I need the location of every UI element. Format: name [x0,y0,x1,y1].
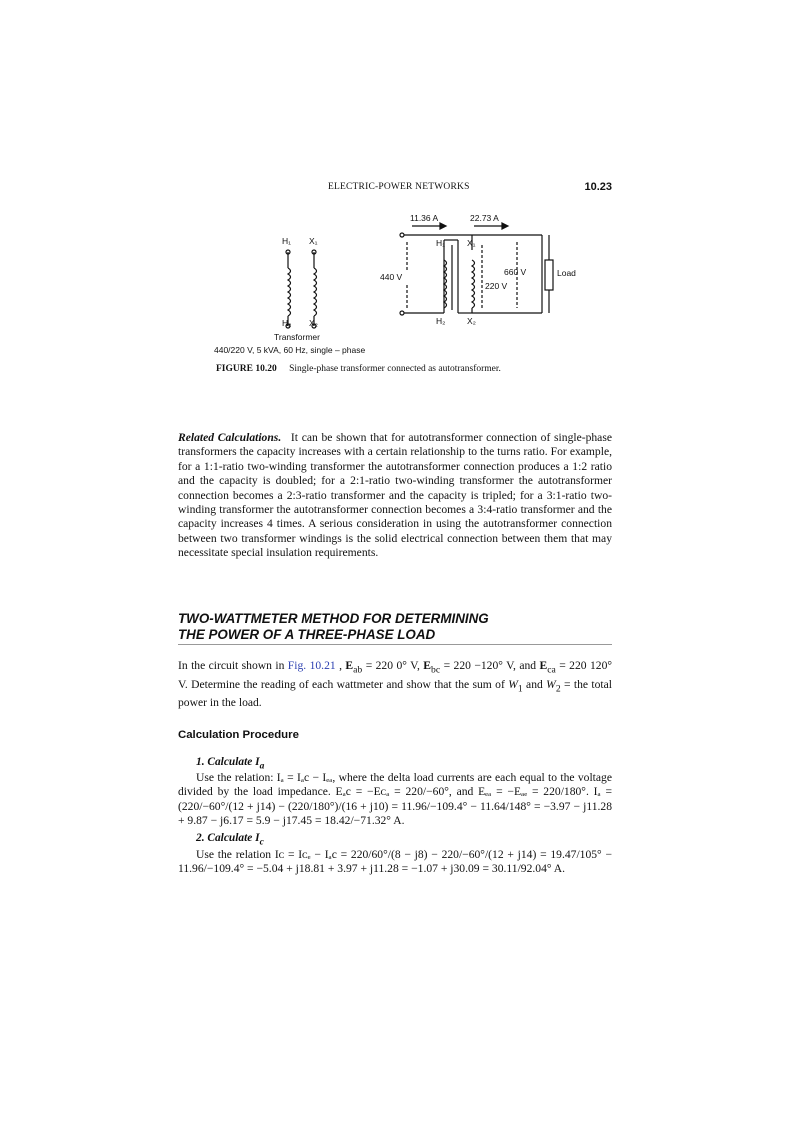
w1-subscript: 1 [517,683,523,695]
secondary-voltage: 220 V [485,281,508,291]
w2-symbol: W [546,677,556,691]
angle-eca: 120° [589,659,612,672]
problem-text: V, [410,659,424,672]
label-h1-left: H₁ [282,236,292,246]
problem-text: = 220 [443,659,471,672]
eab-subscript: ab [353,664,363,676]
section-heading [178,611,612,645]
step2-subscript: c [259,837,264,848]
problem-text: and [526,677,547,691]
label-x2-right: X₂ [467,316,476,326]
related-text: It can be shown that for autotransformer connection of single-phase transformers the capacity increases with a certain relationship to the turns ratio. For example, for a 1:1-ratio two-winding transformer the autotransformer connection produces a 1:2 ratio and the capacity is doubled; for a 2:1-ratio two-winding transformer the autotransformer connection becomes a 2:3-ratio transformer and the capacity is tripled; for a 3:1-ratio two-winding transformer the autotransformer connection becomes a 3:4-ratio transformer and the capacity increases 4 times. A serious consideration in using the autotransformer connection between two transformer windings is the solid electrical connection between them that may necessitate special insulation requirements. [178,431,612,560]
related-calculations-paragraph [178,431,612,561]
related-lead: Related Calculations. [178,431,282,444]
eca-subscript: ca [547,664,556,676]
section-title-line2: THE POWER OF A THREE-PHASE LOAD [178,626,436,642]
w2-subscript: 2 [555,683,561,695]
problem-text: In the circuit shown in [178,659,288,672]
running-title: ELECTRIC-POWER NETWORKS [328,182,470,192]
current-primary: 11.36 A [410,213,439,223]
autotransformer-diagram [212,210,602,360]
figure-reference-link[interactable]: Fig. 10.21 [287,659,336,672]
calculation-procedure-heading: Calculation Procedure [178,729,299,741]
label-h1-right: H₁ [436,238,446,248]
step2-title [196,832,264,847]
step1-title-text: 1. Calculate I [196,756,260,768]
problem-text: = 220 [559,659,587,672]
figure-caption [216,364,501,374]
problem-text: = the total power in the load. [178,677,613,710]
load-label: Load [557,268,576,278]
problem-statement [178,659,612,711]
caption-text: Single-phase transformer connected as autotransformer. [289,364,501,374]
step2-paragraph: Use the relation Iᴄ = Iᴄₑ − Iₐc = 220/60°/(8 − j8) − 220/−60°/(12 + j14) = 19.47/105° − 11.96/−109.4° = −5.04 + j18.81 + 3.97 + j11.28 = −1.07 + j30.09 = 30.11/92.04° A. [178,848,612,876]
label-x2-left: X₂ [309,318,318,328]
problem-text: = 220 [365,659,394,672]
step1-paragraph: Use the relation: Iₐ = Iₐc − Iₑₐ, where the delta load currents are each equal to the voltage divided by the load impedance. Eₐc = −Eᴄₐ = 220/−60°, and Eₑₐ = −Eₐₑ = 220/180°. Iₐ = (220/−60°/(12 + j14) − (220/180°)/(16 + j10) = 11.96/−109.4° − 11.64/148° = −3.97 − j11.28 + 9.87 − j6.17 = 5.9 − j17.45 = 18.42/−71.32° A. [178,771,612,828]
label-x1-right: X₁ [467,238,476,248]
w1-symbol: W [508,677,518,691]
page-number: 10.23 [584,181,612,193]
section-title-line1: TWO-WATTMETER METHOD FOR DETERMINING [178,611,489,626]
step1-title [196,756,264,771]
caption-number: FIGURE 10.20 [216,364,277,374]
current-load: 22.73 A [470,213,499,223]
problem-text: , [339,659,346,672]
running-header [178,181,612,197]
problem-text: V. Determine the reading of each wattmeter and show that the sum of [178,677,509,691]
label-h2-right: H₂ [436,316,446,326]
eab-symbol: E [345,659,354,672]
ebc-subscript: bc [431,664,441,676]
input-voltage: 440 V [380,272,403,282]
label-x1-left: X₁ [309,236,318,246]
step1-subscript: a [259,761,265,772]
transformer-label: Transformer [274,332,320,342]
angle-ebc: −120° [474,659,503,672]
problem-text: V, and [506,659,540,672]
label-h2-left: H₂ [282,318,292,328]
angle-eab: 0° [396,659,407,672]
transformer-rating: 440/220 V, 5 kVA, 60 Hz, single – phase [214,345,366,355]
ebc-symbol: E [423,659,432,672]
step2-title-text: 2. Calculate I [196,832,260,844]
output-voltage: 660 V [504,267,527,277]
eca-symbol: E [539,659,548,672]
